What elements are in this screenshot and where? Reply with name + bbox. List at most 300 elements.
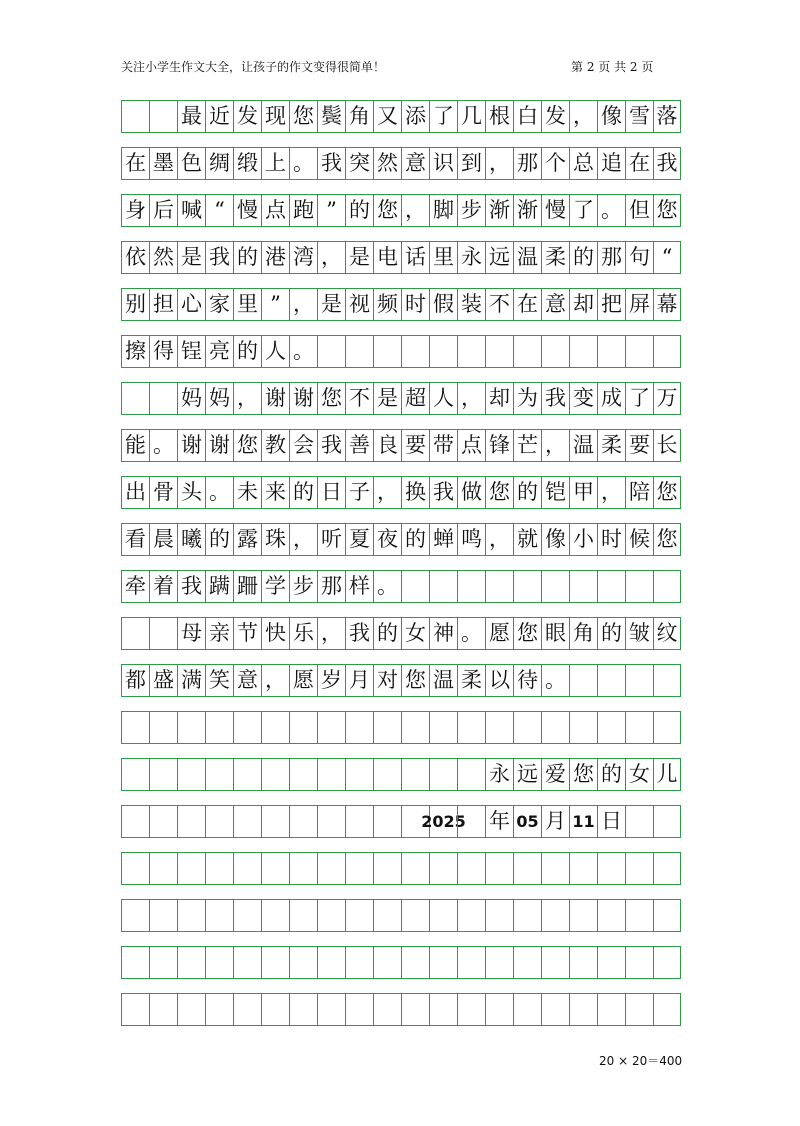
grid-cell (205, 947, 233, 978)
grid-cell: 都 (121, 665, 149, 696)
grid-cell: 句 (625, 242, 653, 273)
grid-cell: 谢 (289, 383, 317, 414)
grid-cell: 柔 (541, 242, 569, 273)
grid-cell (513, 853, 541, 884)
grid-cell: 我 (205, 242, 233, 273)
grid-cell (149, 618, 177, 649)
grid-cell: 是 (345, 242, 373, 273)
grid-cell (457, 900, 485, 931)
grid-cell: 点 (457, 430, 485, 461)
grid-cell (177, 806, 205, 837)
page-header-left: 关注小学生作文大全，让孩子的作文变得很简单！ (121, 60, 386, 74)
grid-cell: 看 (121, 524, 149, 555)
grid-cell: 色 (177, 148, 205, 179)
grid-cell: 11 (569, 806, 597, 837)
grid-cell (373, 336, 401, 367)
grid-size-note: 20 × 20＝400 (599, 1054, 683, 1068)
grid-cell: 换 (401, 477, 429, 508)
grid-cell: 。 (289, 336, 317, 367)
grid-cell: 样 (345, 571, 373, 602)
grid-cell (121, 900, 149, 931)
grid-cell: 曦 (177, 524, 205, 555)
grid-cell: 装 (457, 289, 485, 320)
grid-cell: 渐 (485, 195, 513, 226)
grid-cell: 上 (261, 148, 289, 179)
grid-cell (653, 947, 681, 978)
grid-cell: 意 (541, 289, 569, 320)
grid-cell (121, 712, 149, 743)
grid-cell: 慢 (541, 195, 569, 226)
grid-cell: 候 (625, 524, 653, 555)
grid-cell (597, 900, 625, 931)
grid-cell: 您 (653, 195, 681, 226)
grid-cell: 以 (485, 665, 513, 696)
grid-cell: 您 (317, 383, 345, 414)
grid-cell: 永 (485, 759, 513, 790)
grid-cell (121, 853, 149, 884)
grid-cell (541, 994, 569, 1025)
grid-cell: 鸣 (457, 524, 485, 555)
grid-cell: 那 (513, 148, 541, 179)
grid-cell: ， (289, 524, 317, 555)
grid-cell: ” (317, 195, 345, 226)
grid-cell (289, 947, 317, 978)
grid-cell: 话 (401, 242, 429, 273)
grid-cell (345, 336, 373, 367)
grid-cell: 听 (317, 524, 345, 555)
grid-cell: 良 (373, 430, 401, 461)
grid-cell: 的 (597, 618, 625, 649)
grid-cell: 要 (625, 430, 653, 461)
grid-cell (345, 806, 373, 837)
grid-cell: 。 (149, 430, 177, 461)
grid-cell (625, 853, 653, 884)
grid-cell: 的 (345, 195, 373, 226)
grid-cell: 别 (121, 289, 149, 320)
grid-cell: 那 (317, 571, 345, 602)
grid-cell: 添 (401, 101, 429, 132)
grid-cell: 2025 (429, 806, 457, 837)
grid-cell: 跚 (233, 571, 261, 602)
grid-cell: 脚 (429, 195, 457, 226)
grid-cell (317, 994, 345, 1025)
grid-cell: 频 (373, 289, 401, 320)
grid-cell: 日 (317, 477, 345, 508)
grid-cell: 的 (373, 618, 401, 649)
grid-row (121, 993, 681, 1026)
grid-cell (541, 712, 569, 743)
grid-cell (345, 853, 373, 884)
grid-cell (625, 712, 653, 743)
grid-cell (149, 947, 177, 978)
grid-row (121, 335, 681, 368)
grid-row (121, 852, 681, 885)
grid-cell: 角 (569, 618, 597, 649)
grid-cell (653, 994, 681, 1025)
grid-cell: 您 (513, 618, 541, 649)
grid-cell: 人 (429, 383, 457, 414)
grid-cell: ， (373, 477, 401, 508)
grid-cell (401, 947, 429, 978)
grid-cell: ， (289, 289, 317, 320)
grid-row (121, 382, 681, 415)
grid-cell: 了 (429, 101, 457, 132)
grid-cell (261, 947, 289, 978)
grid-cell: 愿 (289, 665, 317, 696)
grid-cell (261, 994, 289, 1025)
grid-cell: 月 (541, 806, 569, 837)
grid-cell: 视 (345, 289, 373, 320)
grid-cell (373, 947, 401, 978)
grid-cell: 能 (121, 430, 149, 461)
grid-cell: 是 (317, 289, 345, 320)
grid-cell: 的 (205, 524, 233, 555)
grid-cell: 擦 (121, 336, 149, 367)
grid-cell: 满 (177, 665, 205, 696)
grid-cell: 骨 (149, 477, 177, 508)
grid-cell (205, 994, 233, 1025)
grid-cell (569, 712, 597, 743)
grid-cell: 意 (401, 148, 429, 179)
grid-cell (625, 571, 653, 602)
grid-cell (233, 759, 261, 790)
grid-cell: 女 (401, 618, 429, 649)
grid-cell: 电 (373, 242, 401, 273)
grid-cell: 您 (569, 759, 597, 790)
grid-cell (121, 618, 149, 649)
grid-cell (233, 853, 261, 884)
grid-row (121, 711, 681, 744)
grid-cell (597, 853, 625, 884)
grid-cell: 乐 (289, 618, 317, 649)
grid-cell: 然 (149, 242, 177, 273)
grid-cell (513, 571, 541, 602)
grid-cell: 又 (373, 101, 401, 132)
grid-cell (485, 336, 513, 367)
grid-row (121, 946, 681, 979)
grid-cell (345, 759, 373, 790)
grid-cell: 亮 (205, 336, 233, 367)
grid-cell (177, 900, 205, 931)
grid-cell: 永 (457, 242, 485, 273)
grid-cell (289, 759, 317, 790)
grid-cell: 发 (233, 101, 261, 132)
grid-cell (121, 994, 149, 1025)
grid-cell: 未 (233, 477, 261, 508)
grid-cell: 然 (373, 148, 401, 179)
grid-cell: 时 (401, 289, 429, 320)
grid-cell: ， (541, 430, 569, 461)
grid-cell: 心 (177, 289, 205, 320)
grid-row (121, 194, 681, 227)
grid-cell (373, 759, 401, 790)
grid-cell: 识 (429, 148, 457, 179)
grid-cell: 牵 (121, 571, 149, 602)
grid-cell (569, 336, 597, 367)
grid-cell: 我 (345, 618, 373, 649)
grid-cell: 岁 (317, 665, 345, 696)
grid-cell (457, 712, 485, 743)
grid-cell: 落 (653, 101, 681, 132)
grid-cell (429, 759, 457, 790)
grid-cell: 跑 (289, 195, 317, 226)
grid-cell (401, 571, 429, 602)
grid-cell: 母 (177, 618, 205, 649)
grid-cell: 缎 (233, 148, 261, 179)
grid-cell: 根 (485, 101, 513, 132)
grid-cell: 担 (149, 289, 177, 320)
grid-row (121, 429, 681, 462)
grid-cell: 亲 (205, 618, 233, 649)
grid-cell: 露 (233, 524, 261, 555)
grid-cell (401, 712, 429, 743)
grid-cell: ， (317, 242, 345, 273)
grid-cell: 您 (653, 477, 681, 508)
grid-cell (653, 712, 681, 743)
grid-cell: 在 (121, 148, 149, 179)
grid-cell: 墨 (149, 148, 177, 179)
grid-cell: 神 (429, 618, 457, 649)
grid-cell: 的 (233, 242, 261, 273)
grid-cell: 要 (401, 430, 429, 461)
grid-cell (121, 101, 149, 132)
grid-cell: 女 (625, 759, 653, 790)
grid-cell (177, 947, 205, 978)
grid-cell: 善 (345, 430, 373, 461)
grid-cell (149, 101, 177, 132)
grid-cell (597, 571, 625, 602)
grid-cell: ” (261, 289, 289, 320)
grid-cell: 年 (485, 806, 513, 837)
grid-cell (625, 336, 653, 367)
grid-cell (653, 665, 681, 696)
grid-cell: 里 (233, 289, 261, 320)
grid-cell (485, 712, 513, 743)
grid-cell: 在 (513, 289, 541, 320)
grid-cell: 意 (233, 665, 261, 696)
grid-cell (261, 853, 289, 884)
grid-cell: 出 (121, 477, 149, 508)
grid-cell: 是 (373, 383, 401, 414)
grid-cell: 雪 (625, 101, 653, 132)
grid-cell: 像 (541, 524, 569, 555)
grid-cell: 变 (569, 383, 597, 414)
grid-cell: 远 (485, 242, 513, 273)
grid-cell (457, 571, 485, 602)
grid-cell (177, 994, 205, 1025)
grid-cell: 时 (597, 524, 625, 555)
grid-cell: 成 (597, 383, 625, 414)
grid-cell: 月 (345, 665, 373, 696)
grid-cell (177, 759, 205, 790)
grid-cell (261, 712, 289, 743)
grid-cell (317, 712, 345, 743)
grid-cell (373, 853, 401, 884)
grid-cell: 渐 (513, 195, 541, 226)
grid-cell (485, 947, 513, 978)
grid-cell (625, 900, 653, 931)
grid-cell (429, 853, 457, 884)
grid-cell (625, 806, 653, 837)
grid-cell: 得 (149, 336, 177, 367)
grid-cell (653, 853, 681, 884)
grid-cell: 步 (457, 195, 485, 226)
grid-cell: 绸 (205, 148, 233, 179)
grid-cell: 我 (177, 571, 205, 602)
grid-cell: 我 (317, 430, 345, 461)
grid-cell: 会 (289, 430, 317, 461)
grid-cell (653, 806, 681, 837)
grid-cell: 您 (485, 477, 513, 508)
grid-cell: 湾 (289, 242, 317, 273)
grid-cell: ， (233, 383, 261, 414)
grid-cell (653, 571, 681, 602)
grid-cell: 像 (597, 101, 625, 132)
grid-row (121, 241, 681, 274)
grid-cell: 人 (261, 336, 289, 367)
grid-cell: 但 (625, 195, 653, 226)
grid-cell: 。 (597, 195, 625, 226)
grid-cell (625, 994, 653, 1025)
grid-cell (205, 853, 233, 884)
grid-cell: 蹒 (205, 571, 233, 602)
grid-cell: 为 (513, 383, 541, 414)
grid-cell (401, 900, 429, 931)
grid-cell (513, 994, 541, 1025)
grid-cell (569, 571, 597, 602)
grid-cell: 。 (373, 571, 401, 602)
grid-cell: 总 (569, 148, 597, 179)
grid-cell (121, 806, 149, 837)
grid-cell: 头 (177, 477, 205, 508)
grid-row (121, 476, 681, 509)
grid-cell: 纹 (653, 618, 681, 649)
grid-cell: 的 (597, 759, 625, 790)
grid-cell (261, 900, 289, 931)
grid-cell (149, 712, 177, 743)
grid-cell: 在 (625, 148, 653, 179)
grid-cell (317, 336, 345, 367)
grid-cell (541, 900, 569, 931)
grid-cell (289, 853, 317, 884)
grid-cell: 却 (485, 383, 513, 414)
grid-cell (429, 900, 457, 931)
grid-cell: 我 (541, 383, 569, 414)
grid-cell (429, 947, 457, 978)
grid-cell: 步 (289, 571, 317, 602)
grid-cell: “ (653, 242, 681, 273)
grid-cell (149, 759, 177, 790)
grid-cell: 不 (345, 383, 373, 414)
grid-cell: 。 (457, 618, 485, 649)
grid-cell (261, 806, 289, 837)
grid-cell (121, 947, 149, 978)
grid-cell (261, 759, 289, 790)
grid-cell: 妈 (177, 383, 205, 414)
grid-cell (373, 994, 401, 1025)
grid-cell: 身 (121, 195, 149, 226)
grid-cell: 爱 (541, 759, 569, 790)
grid-cell: 假 (429, 289, 457, 320)
grid-cell: 柔 (457, 665, 485, 696)
grid-cell: 的 (513, 477, 541, 508)
grid-row (121, 523, 681, 556)
grid-cell (457, 947, 485, 978)
grid-cell (569, 853, 597, 884)
grid-cell (653, 336, 681, 367)
grid-cell: 了 (625, 383, 653, 414)
grid-cell: 愿 (485, 618, 513, 649)
grid-cell: 学 (261, 571, 289, 602)
page-number: 第 2 页 共 2 页 (571, 60, 654, 74)
grid-cell: 温 (429, 665, 457, 696)
grid-cell: 您 (233, 430, 261, 461)
grid-row (121, 288, 681, 321)
grid-cell: 喊 (177, 195, 205, 226)
grid-cell: 铠 (541, 477, 569, 508)
grid-cell: 屏 (625, 289, 653, 320)
grid-cell: 您 (401, 665, 429, 696)
grid-cell: 。 (289, 148, 317, 179)
grid-cell (541, 853, 569, 884)
grid-cell: 后 (149, 195, 177, 226)
grid-cell: 我 (429, 477, 457, 508)
grid-cell (317, 806, 345, 837)
grid-cell (429, 994, 457, 1025)
grid-cell (625, 665, 653, 696)
grid-cell: 长 (653, 430, 681, 461)
grid-cell (149, 853, 177, 884)
grid-cell (401, 336, 429, 367)
grid-cell: 是 (177, 242, 205, 273)
grid-cell: 突 (345, 148, 373, 179)
grid-cell (233, 806, 261, 837)
grid-cell: 几 (457, 101, 485, 132)
grid-row (121, 899, 681, 932)
grid-cell: 蝉 (429, 524, 457, 555)
grid-cell (457, 336, 485, 367)
grid-cell: “ (205, 195, 233, 226)
grid-cell: 夏 (345, 524, 373, 555)
grid-cell: 节 (233, 618, 261, 649)
grid-cell (513, 336, 541, 367)
grid-cell: 个 (541, 148, 569, 179)
grid-row (121, 664, 681, 697)
grid-cell (317, 947, 345, 978)
grid-cell: 您 (289, 101, 317, 132)
grid-cell: 陪 (625, 477, 653, 508)
grid-cell (485, 994, 513, 1025)
grid-cell: 做 (457, 477, 485, 508)
grid-cell: 眼 (541, 618, 569, 649)
grid-cell: 远 (513, 759, 541, 790)
grid-cell (597, 947, 625, 978)
grid-cell (345, 712, 373, 743)
grid-cell (457, 759, 485, 790)
grid-cell (541, 336, 569, 367)
grid-cell: 甲 (569, 477, 597, 508)
grid-cell (149, 383, 177, 414)
grid-cell: 的 (233, 336, 261, 367)
grid-cell: 您 (653, 524, 681, 555)
grid-cell: 港 (261, 242, 289, 273)
grid-cell (289, 994, 317, 1025)
grid-cell: 来 (261, 477, 289, 508)
grid-cell: 的 (289, 477, 317, 508)
grid-cell: 的 (401, 524, 429, 555)
grid-cell (345, 994, 373, 1025)
grid-cell: ， (317, 618, 345, 649)
